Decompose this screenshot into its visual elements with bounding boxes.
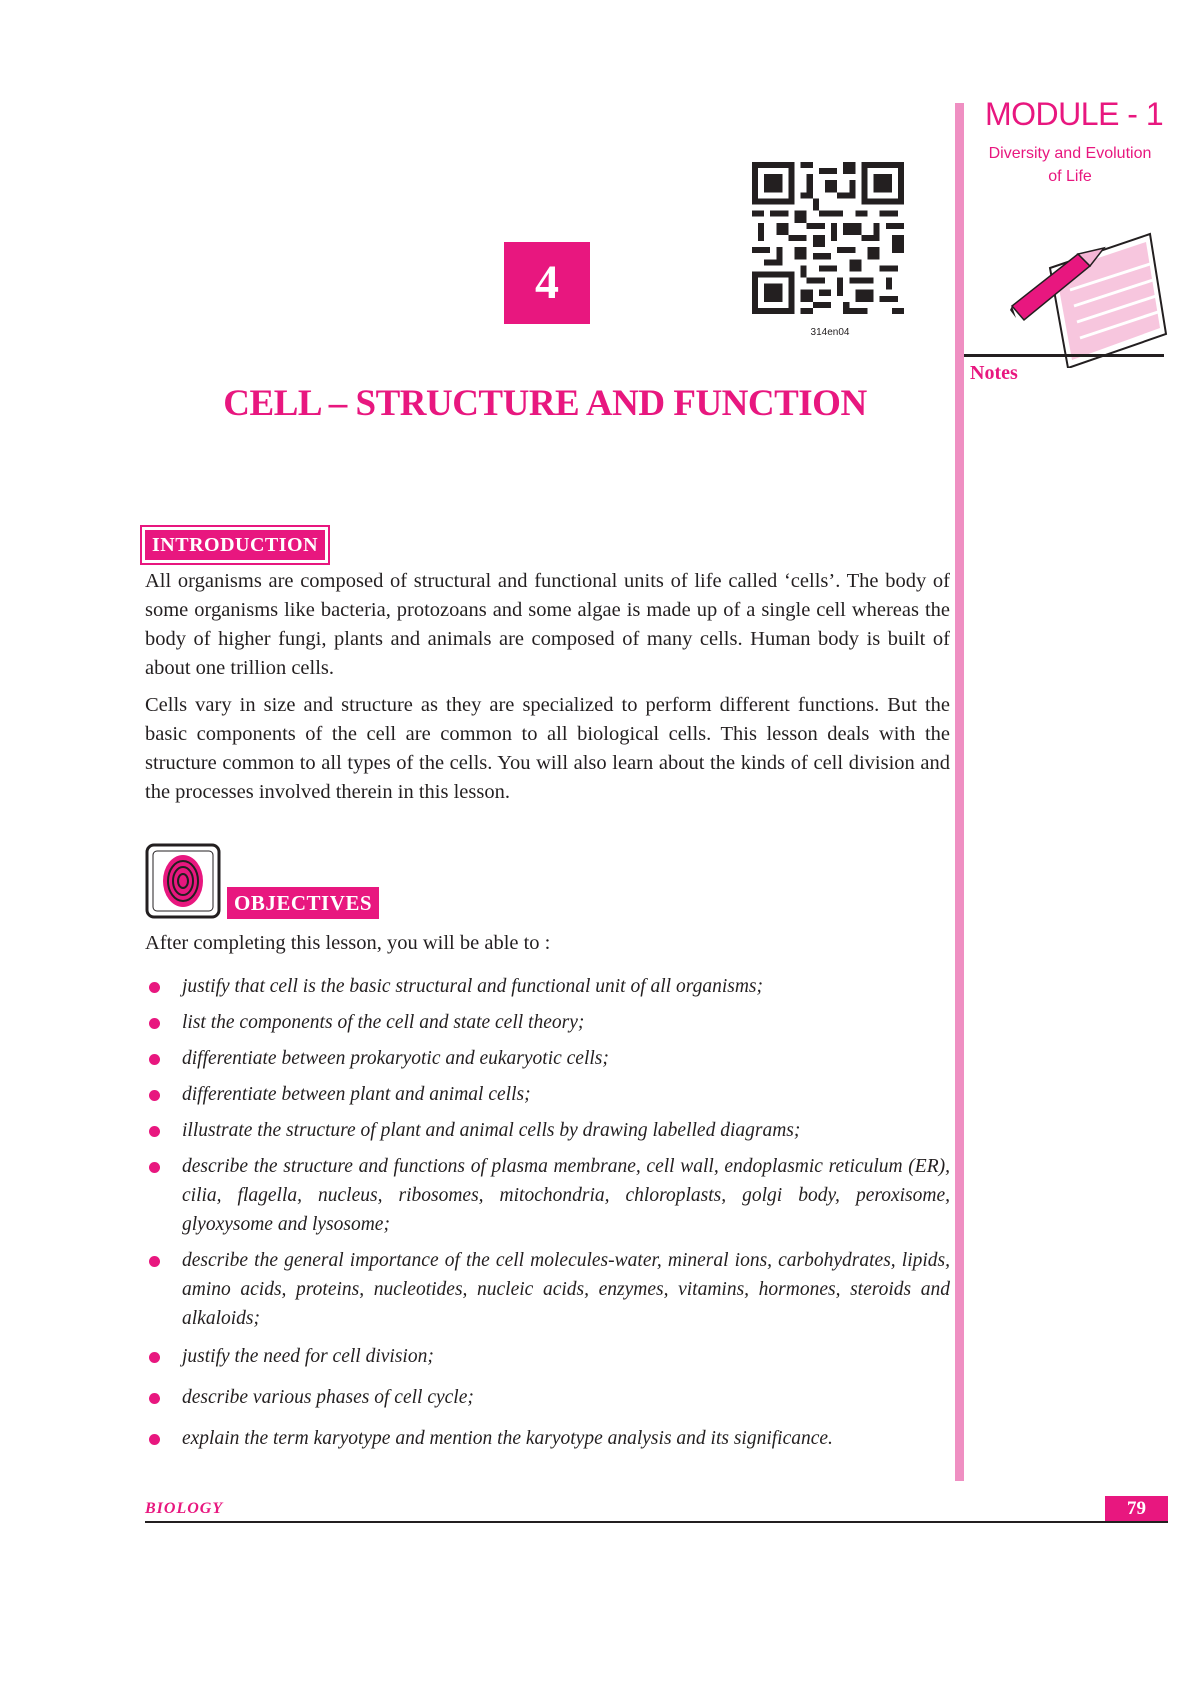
objective-item [145, 1424, 950, 1453]
margin-rule [955, 103, 964, 1481]
objective-item [145, 1116, 950, 1145]
objective-item [145, 1342, 950, 1371]
objective-text: justify that cell is the basic structural and functional unit of all organisms; [182, 976, 764, 997]
objective-item [145, 1008, 950, 1037]
module-title: MODULE - 1 [985, 96, 1164, 132]
objectives-lead: After completing this lesson, you will be able to : [145, 932, 551, 954]
objective-item [145, 1246, 950, 1333]
introduction-paragraph: All organisms are composed of structural and functional units of life called ‘cells’. The body of some organisms like bacteria, protozoans and some algae is made up of a single cell whereas the body of higher fungi, plants and animals are composed of many cells. Human body is built of about one trillion cells. [145, 570, 950, 679]
bullet-icon [149, 1018, 160, 1029]
chapter-title: CELL – STRUCTURE AND FUNCTION [223, 383, 867, 424]
introduction-paragraph: Cells vary in size and structure as they are specialized to perform different functions. But the basic components of the cell are common to all biological cells. This lesson deals with the structure common to all types of the cells. You will also learn about the kinds of cell division and the processes involved therein in this lesson. [145, 694, 950, 803]
objective-text: list the components of the cell and state cell theory; [182, 1012, 585, 1033]
bullet-icon [149, 1090, 160, 1101]
bullet-icon [149, 1393, 160, 1404]
objective-item [145, 1383, 950, 1412]
target-icon [145, 843, 221, 919]
page-number: 79 [1105, 1496, 1168, 1521]
bullet-icon [149, 1162, 160, 1173]
objective-item [145, 972, 950, 1001]
introduction-heading: INTRODUCTION [145, 530, 325, 560]
objective-item [145, 1044, 950, 1073]
notes-rule [964, 354, 1164, 357]
bullet-icon [149, 1434, 160, 1445]
bullet-icon [149, 1126, 160, 1137]
objective-text: differentiate between plant and animal cells; [182, 1084, 531, 1105]
objective-text: describe various phases of cell cycle; [182, 1387, 474, 1408]
objective-text: describe the structure and functions of plasma membrane, cell wall, endoplasmic reticulum (ER), cilia, flagella, nucleus, ribosomes, mitochondria, chloroplasts, golgi body, peroxisome, glyoxysome and lysosome; [182, 1156, 950, 1235]
module-subtitle-line1: Diversity and Evolution [988, 145, 1152, 162]
objectives-heading: OBJECTIVES [227, 887, 379, 919]
footer-rule [145, 1521, 1168, 1523]
bullet-icon [149, 1054, 160, 1065]
qr-code-icon[interactable] [752, 162, 904, 314]
objective-item [145, 1080, 950, 1109]
objective-text: illustrate the structure of plant and animal cells by drawing labelled diagrams; [182, 1120, 801, 1141]
notes-label: Notes [970, 362, 1018, 384]
notepad-pencil-icon [1010, 228, 1170, 368]
objective-text: describe the general importance of the cell molecules-water, mineral ions, carbohydrates, lipids, amino acids, proteins, nucleotides, nucleic acids, enzymes, vitamins, hormones, steroids and alkaloids; [182, 1250, 950, 1329]
bullet-icon [149, 1256, 160, 1267]
chapter-number: 4 [504, 242, 590, 324]
module-subtitle [962, 142, 1178, 188]
bullet-icon [149, 982, 160, 993]
objective-text: differentiate between prokaryotic and eukaryotic cells; [182, 1048, 609, 1069]
module-subtitle-line2: of Life [1048, 168, 1092, 185]
bullet-icon [149, 1352, 160, 1363]
objective-text: justify the need for cell division; [182, 1346, 434, 1367]
objective-text: explain the term karyotype and mention the karyotype analysis and its significance. [182, 1428, 833, 1449]
objective-item [145, 1152, 950, 1239]
objectives-list [145, 972, 950, 1453]
footer-subject: BIOLOGY [145, 1500, 224, 1517]
qr-code-caption: 314en04 [810, 327, 850, 338]
